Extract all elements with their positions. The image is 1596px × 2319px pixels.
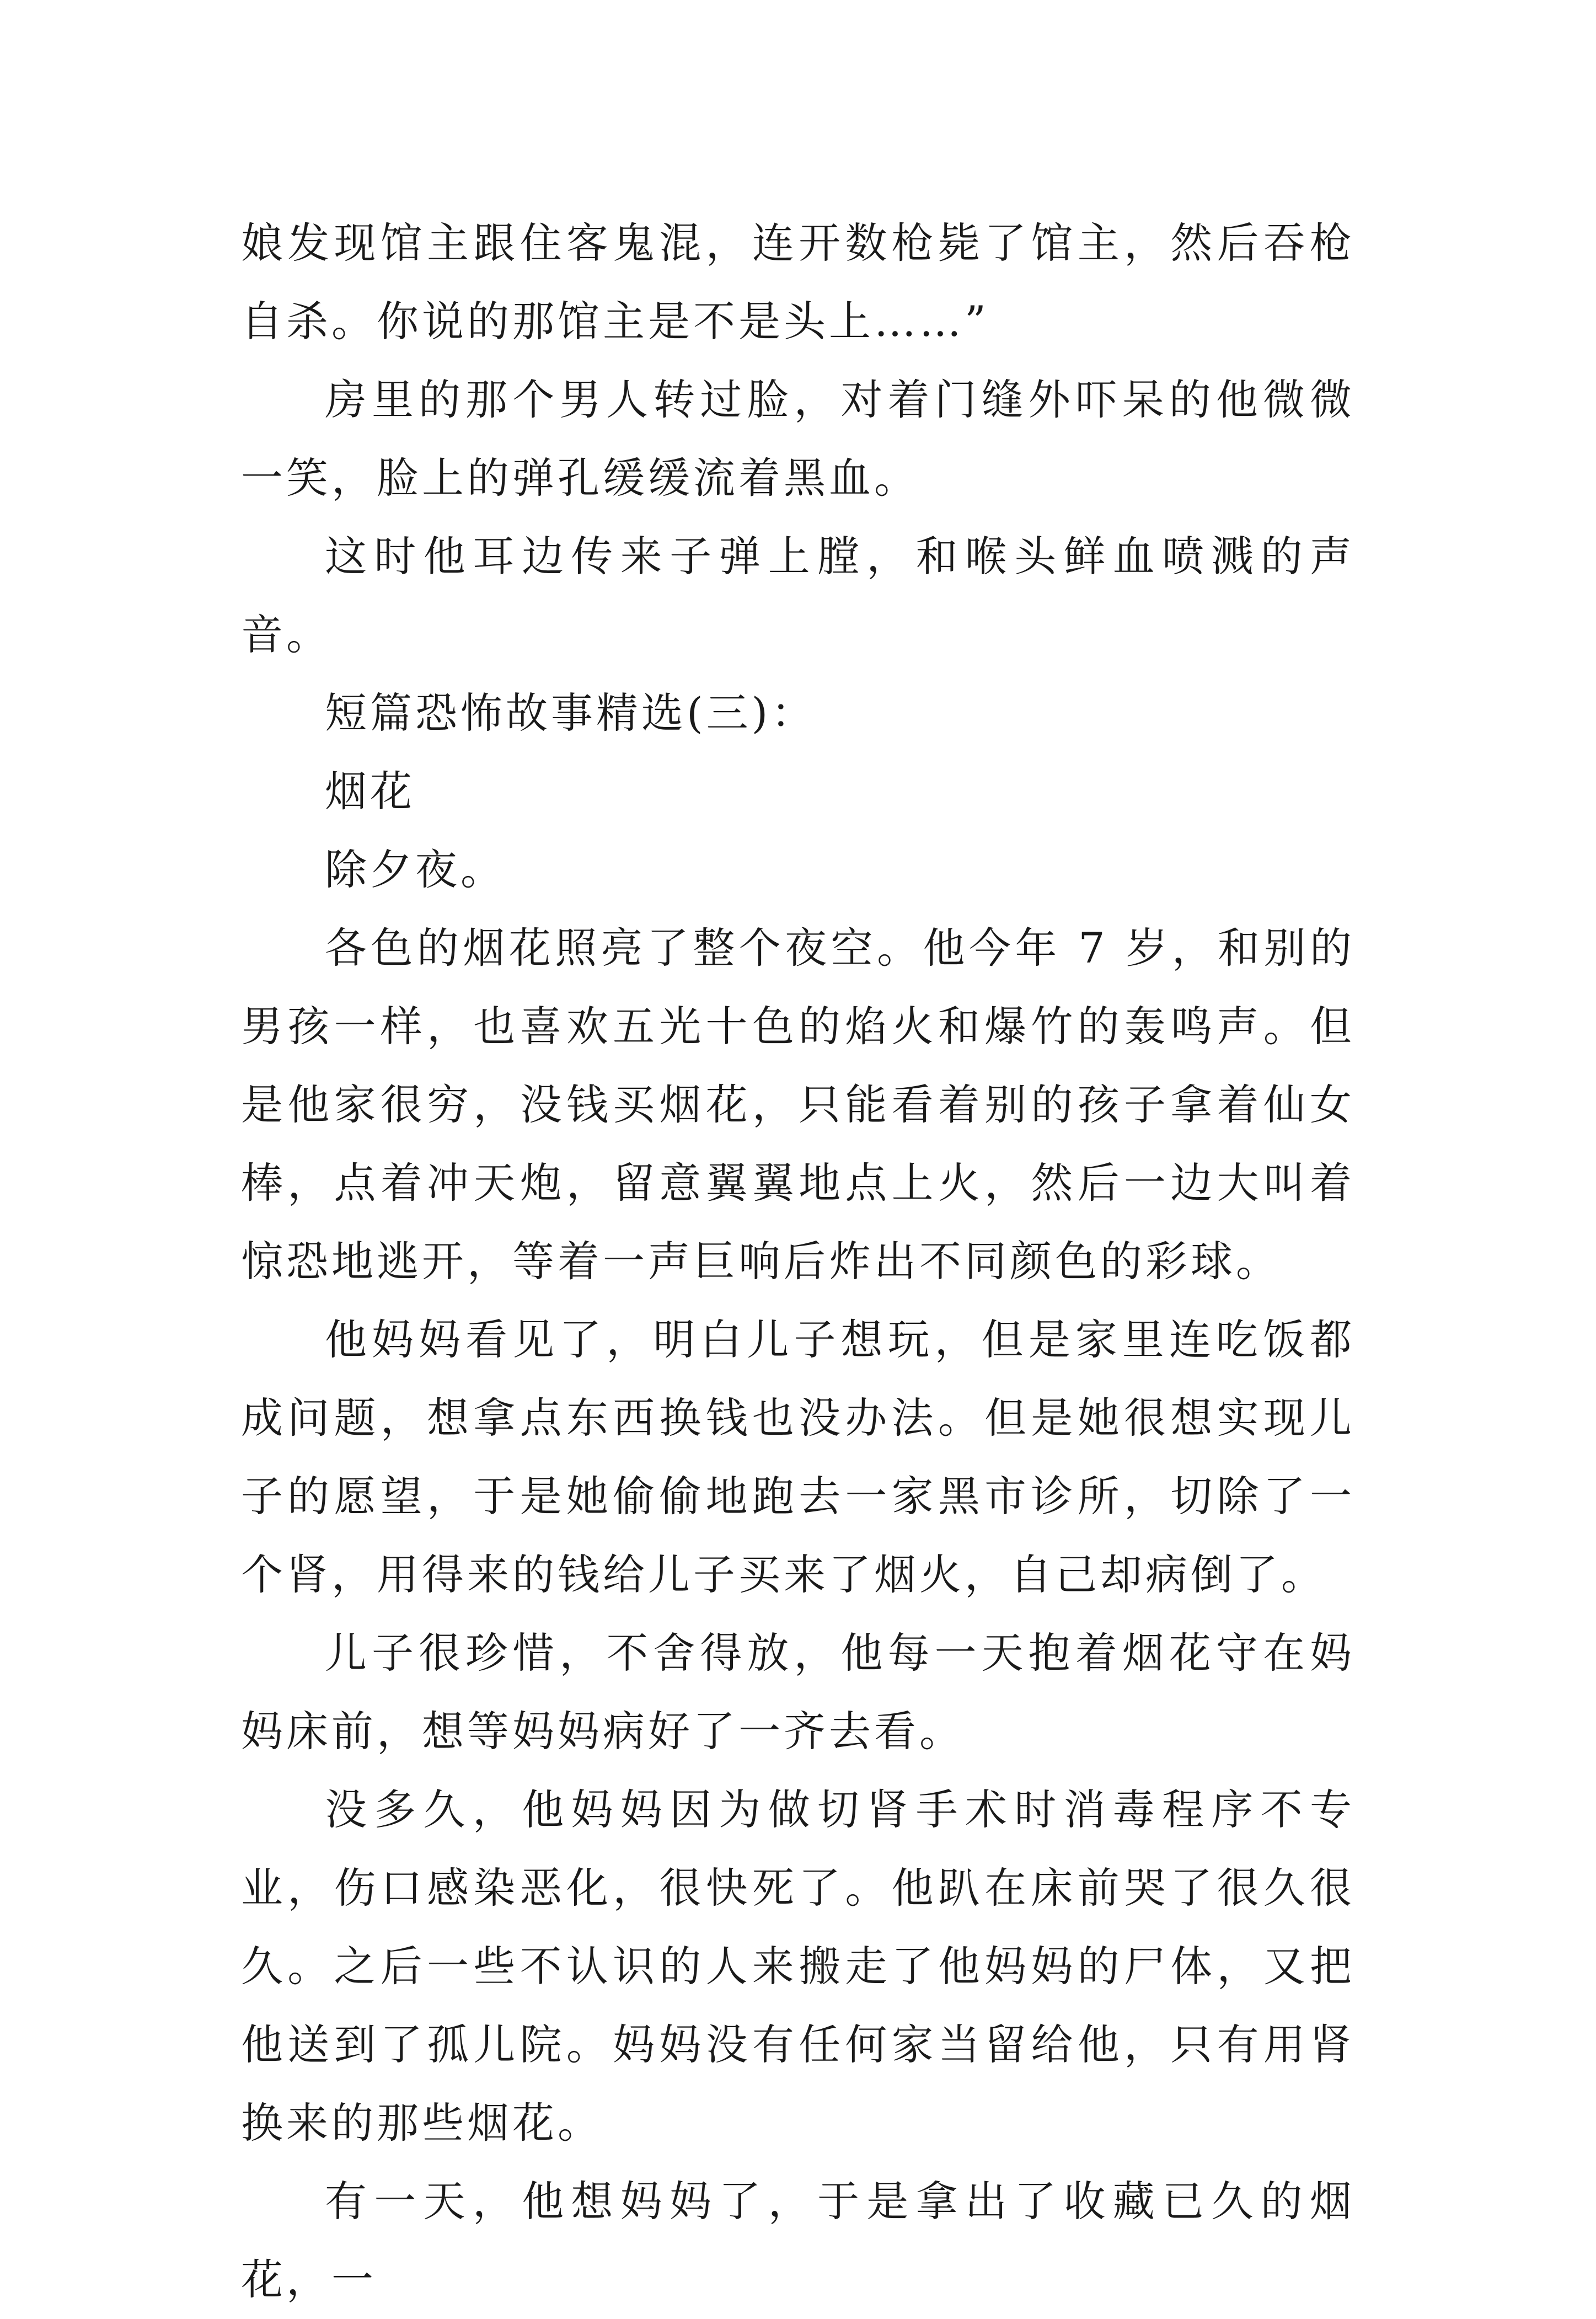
paragraph-9: 儿子很珍惜，不舍得放，他每一天抱着烟花守在妈妈床前，想等妈妈病好了一齐去看。 (241, 1628, 1355, 1756)
section-heading: 短篇恐怖故事精选(三)： (325, 688, 817, 738)
paragraph-8: 他妈妈看见了，明白儿子想玩，但是家里连吃饭都成问题，想拿点东西换钱也没办法。但是她很想实现儿子的愿望，于是她偷偷地跑去一家黑市诊所，切除了一个肾，用得来的钱给儿子买来了烟火，自己却病倒了。 (241, 1315, 1355, 1599)
paragraph-11: 有一天，他想妈妈了，于是拿出了收藏已久的烟花，一 (241, 2177, 1355, 2304)
paragraph-3: 这时他耳边传来子弹上膛，和喉头鲜血喷溅的声音。 (241, 532, 1355, 659)
paragraph-2: 房里的那个男人转过脸，对着门缝外吓呆的他微微一笑，脸上的弹孔缓缓流着黑血。 (241, 375, 1355, 503)
paragraph-7: 各色的烟花照亮了整个夜空。他今年 7 岁，和别的男孩一样，也喜欢五光十色的焰火和爆竹的轰鸣声。但是他家很穷，没钱买烟花，只能看着别的孩子拿着仙女棒，点着冲天炮，留意翼翼地点上火，然后一边大叫着惊恐地逃开，等着一声巨响后炸出不同颜色的彩球。 (241, 923, 1355, 1286)
paragraph-6: 除夕夜。 (325, 845, 506, 894)
paragraph-1: 娘发现馆主跟住客鬼混，连开数枪毙了馆主，然后吞枪自杀。你说的那馆主是不是头上……” (241, 218, 1355, 346)
body-text (241, 204, 1355, 2319)
story-title: 烟花 (325, 767, 415, 816)
paragraph-10: 没多久，他妈妈因为做切肾手术时消毒程序不专业，伤口感染恶化，很快死了。他趴在床前哭了很久很久。之后一些不认识的人来搬走了他妈妈的尸体，又把他送到了孤儿院。妈妈没有任何家当留给他，只有用肾换来的那些烟花。 (241, 1785, 1355, 2147)
